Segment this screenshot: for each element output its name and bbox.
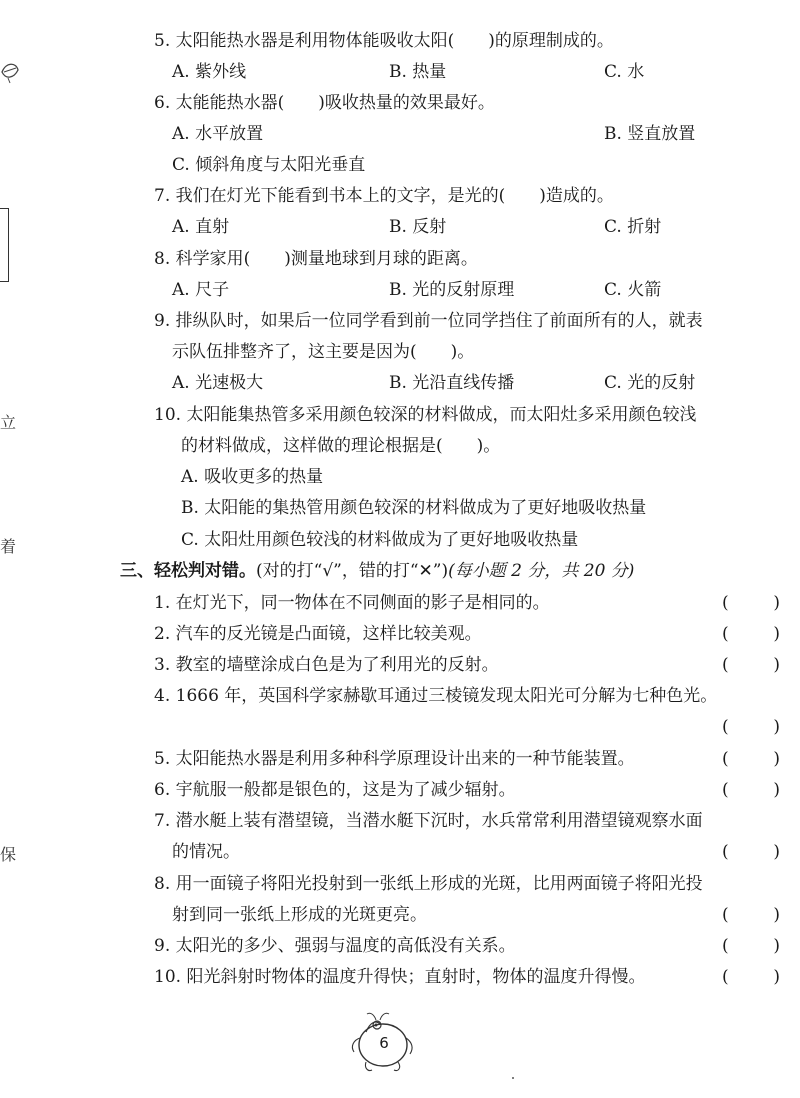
mc-q7-option-b: B. 反射	[389, 217, 447, 237]
mc-q7-option-c: C. 折射	[604, 217, 662, 237]
margin-box-fragment	[0, 208, 9, 282]
mc-question-6: 6. 太能能热水器( )吸收热量的效果最好。	[154, 93, 495, 113]
tf-question-5: 5. 太阳能热水器是利用多种科学原理设计出来的一种节能装置。	[154, 749, 635, 769]
margin-text-fragment: 着	[0, 537, 17, 556]
mc-q10-option-b: B. 太阳能的集热管用颜色较深的材料做成为了更好地吸收热量	[181, 498, 647, 518]
section-3-instruction: (对的打“√”，错的打“✕”)	[256, 561, 449, 581]
margin-text-fragment: 保	[0, 845, 17, 864]
mc-question-5: 5. 太阳能热水器是利用物体能吸收太阳( )的原理制成的。	[154, 31, 614, 51]
page-number: 6	[379, 1034, 389, 1052]
answer-blank[interactable]: ( )	[722, 749, 780, 769]
answer-blank[interactable]: ( )	[722, 905, 780, 925]
tf-question-2: 2. 汽车的反光镜是凸面镜，这样比较美观。	[154, 624, 482, 644]
tf-question-3: 3. 教室的墙壁涂成白色是为了利用光的反射。	[154, 655, 499, 675]
section-3-score: (每小题 2 分，共 20 分)	[448, 561, 635, 581]
mc-question-10-line2: 的材料做成，这样做的理论根据是( )。	[181, 436, 501, 456]
tf-question-7-line1: 7. 潜水艇上装有潜望镜，当潜水艇下沉时，水兵常常利用潜望镜观察水面	[154, 811, 703, 831]
mc-q5-option-c: C. 水	[604, 62, 645, 82]
mc-q10-option-a: A. 吸收更多的热量	[181, 467, 324, 487]
mc-q10-option-c: C. 太阳灶用颜色较浅的材料做成为了更好地吸收热量	[181, 530, 579, 550]
section-3-title: 三、轻松判对错。	[120, 561, 256, 581]
answer-blank[interactable]: ( )	[722, 593, 780, 613]
mc-q6-option-c: C. 倾斜角度与太阳光垂直	[172, 155, 366, 175]
mc-q8-option-c: C. 火箭	[604, 280, 662, 300]
mc-q9-option-b: B. 光沿直线传播	[389, 373, 515, 393]
mc-q5-option-b: B. 热量	[389, 62, 447, 82]
mc-question-9-line2: 示队伍排整齐了，这主要是因为( )。	[172, 342, 475, 362]
answer-blank[interactable]: ( )	[722, 624, 780, 644]
leaf-icon	[0, 58, 20, 84]
answer-blank[interactable]: ( )	[722, 655, 780, 675]
mc-question-8: 8. 科学家用( )测量地球到月球的距离。	[154, 249, 478, 269]
scan-speck	[512, 1077, 514, 1079]
tf-question-10: 10. 阳光斜射时物体的温度升得快；直射时，物体的温度升得慢。	[154, 967, 646, 987]
mc-q9-option-a: A. 光速极大	[172, 373, 264, 393]
mc-question-7: 7. 我们在灯光下能看到书本上的文字，是光的( )造成的。	[154, 186, 614, 206]
tf-question-7-line2: 的情况。	[172, 842, 240, 862]
answer-blank[interactable]: ( )	[722, 936, 780, 956]
answer-blank[interactable]: ( )	[722, 967, 780, 987]
mc-q9-option-c: C. 光的反射	[604, 373, 696, 393]
tf-question-4: 4. 1666 年，英国科学家赫歇耳通过三棱镜发现太阳光可分解为七种色光。	[154, 686, 718, 706]
mc-q8-option-a: A. 尺子	[172, 280, 230, 300]
answer-blank[interactable]: ( )	[722, 780, 780, 800]
mc-q6-option-b: B. 竖直放置	[604, 124, 696, 144]
mc-q7-option-a: A. 直射	[172, 217, 230, 237]
tf-question-6: 6. 宇航服一般都是银色的，这是为了减少辐射。	[154, 780, 516, 800]
mc-q8-option-b: B. 光的反射原理	[389, 280, 515, 300]
section-3-heading	[120, 560, 634, 582]
answer-blank[interactable]: ( )	[722, 717, 780, 737]
mc-q5-option-a: A. 紫外线	[172, 62, 247, 82]
margin-text-fragment: 立	[0, 413, 17, 432]
mc-question-10-line1: 10. 太阳能集热管多采用颜色较深的材料做成，而太阳灶多采用颜色较浅	[154, 405, 697, 425]
tf-question-1: 1. 在灯光下，同一物体在不同侧面的影子是相同的。	[154, 593, 550, 613]
answer-blank[interactable]: ( )	[722, 842, 780, 862]
tf-question-9: 9. 太阳光的多少、强弱与温度的高低没有关系。	[154, 936, 516, 956]
mc-question-9-line1: 9. 排纵队时，如果后一位同学看到前一位同学挡住了前面所有的人，就表	[154, 311, 703, 331]
tf-question-8-line2: 射到同一张纸上形成的光斑更亮。	[172, 905, 427, 925]
tf-question-8-line1: 8. 用一面镜子将阳光投射到一张纸上形成的光斑，比用两面镜子将阳光投	[154, 874, 703, 894]
mc-q6-option-a: A. 水平放置	[172, 124, 264, 144]
